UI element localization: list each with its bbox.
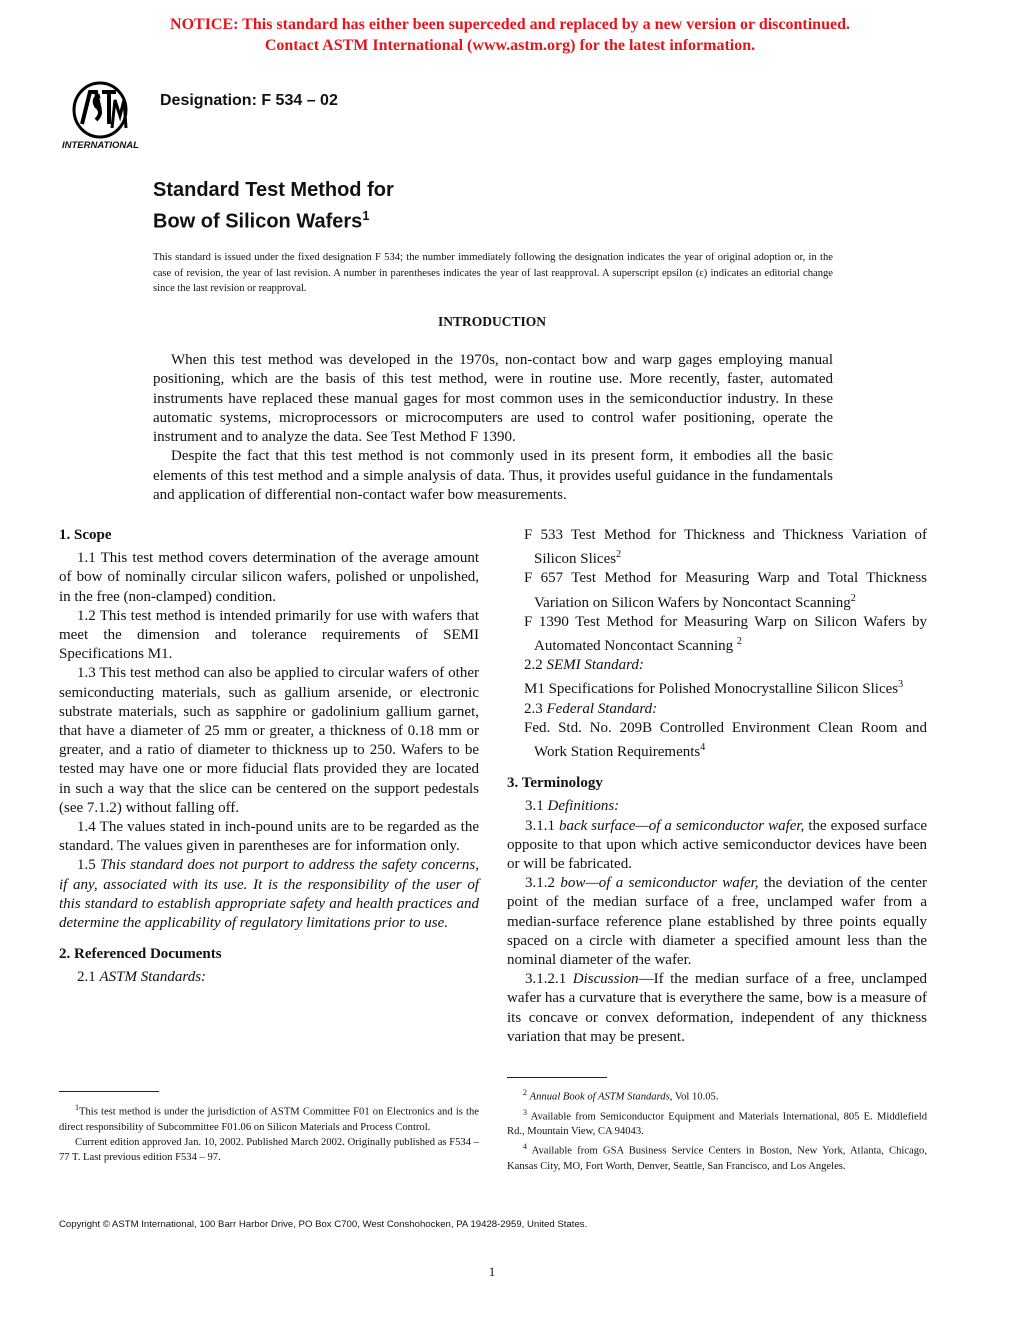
section-terminology-heading: 3. Terminology — [507, 775, 603, 792]
ref-fed-std: Fed. Std. No. 209B Controlled Environment Clean Room and Work Station Requirements$^4$ — [524, 719, 927, 761]
title-line-2: Bow of Silicon Wafers$^1$ — [153, 208, 370, 233]
footnote-2: $^2$ Annual Book of ASTM Standards, Vol 10.05. — [523, 1088, 719, 1103]
title-footnote-ref: 1 — [362, 208, 370, 223]
ref-m1: M1 Specifications for Polished Monocrystalline Silicon Slices$^3$ — [524, 679, 904, 698]
designation: Designation: F 534 – 02 — [160, 92, 338, 109]
footnote-4: $^4$ Available from GSA Business Service Centers in Boston, New York, Atlanta, Chicago, Kansas City, MO, Fort Worth, Denver, Seattle, San Francisco, and Los Angeles. — [507, 1142, 927, 1172]
scope-1-1: 1.1 This test method covers determination of the average amount of bow of nominally circular silicon wafers, polished or unpolished, in the free (non-clamped) condition. — [59, 550, 479, 605]
notice-banner — [0, 14, 1020, 56]
term-bow: 3.1.2 bow—of a semiconductor wafer, the deviation of the center point of the median surface of a free, unclamped wafer from a median-surface reference plane established by three points equally spaced on a circle with diameter a specified amount less than the nominal diameter of the wafer. — [507, 875, 927, 969]
section-referenced-heading: 2. Referenced Documents — [59, 946, 222, 963]
term-back-surface: 3.1.1 back surface—of a semiconductor wafer, the exposed surface opposite to that upon which active semiconductor devices have been or will be fabricated. — [507, 817, 928, 873]
footnote-rule-right — [507, 1077, 607, 1078]
ref-f1390: F 1390 Test Method for Measuring Warp on Silicon Wafers by Automated Noncontact Scanning $^2$ — [524, 613, 927, 655]
footnote-rule-left — [59, 1091, 159, 1092]
scope-1-5: 1.5 This standard does not purport to address the safety concerns, if any, associated with its use. It is the responsibility of the user of this standard to establish appropriate safety and health practices and determine the applicability of regulatory limitations prior to use. — [59, 857, 479, 932]
notice-line-2: Contact ASTM International (www.astm.org) for the latest information. — [264, 37, 756, 54]
scope-1-2: 1.2 This test method is intended primarily for use with wafers that meet the dimension and tolerance requirements of SEMI Specifications M1. — [59, 607, 479, 663]
scope-1-4: 1.4 The values stated in inch-pound units are to be regarded as the standard. The values given in parentheses are for information only. — [59, 819, 479, 855]
footnote-3: $^3$ Available from Semiconductor Equipment and Materials International, 805 E. Middlefield Rd., Mountain View, CA 94043. — [507, 1107, 927, 1138]
federal-standard-label: 2.3 Federal Standard: — [524, 700, 658, 717]
page-number: 1 — [488, 1264, 496, 1279]
intro-paragraph-1: When this test method was developed in the 1970s, non-contact bow and warp gages employing manual positioning, which are the basis of this test method, were in routine use. More recently, faster, automated instruments have replaced these manual gages for most common uses in the semiconductior industry. In these automatic systems, microprocessors or microcomputers are used to control wafer positioning, operate the instrument and to analyze the data. See Test Method F 1390. — [153, 352, 833, 446]
footnotes-left — [59, 1100, 479, 1165]
astm-logo — [60, 80, 144, 152]
left-column — [59, 526, 479, 988]
footnote-1: $^1$This test method is under the jurisdiction of ASTM Committee F01 on Electronics and is the direct responsibility of Subcommittee F01.06 on Silicon Materials and Process Control. — [59, 1103, 479, 1133]
footnotes-right — [507, 1085, 927, 1174]
section-scope-heading: 1. Scope — [59, 527, 112, 543]
intro-paragraph-2: Despite the fact that this test method is not commonly used in its present form, it embodies all the basic elements of this test method and a simple analysis of data. Thus, it provides useful guidance in the fundamentals and application of differential non-contact wafer bow measurements. — [153, 448, 833, 504]
logo-caption: INTERNATIONAL — [62, 140, 139, 151]
notice-line-1: NOTICE: This standard has either been superceded and replaced by a new version or discontinued. — [170, 16, 850, 33]
scope-1-3: 1.3 This test method can also be applied to circular wafers of other semiconducting materials, such as gallium arsenide, or electronic substrate materials, such as sapphire or gadolinium gallium garnet, that have a diameter of 25 mm or greater, a thickness of 0.18 mm or greater, and a ratio of diameter to thickness up to 250. Wafers to be tested may have one or more fiducial flats provided they are located in such a way that the slice can be centered on the support pedestals (see 7.1.2) without falling off. — [59, 665, 479, 816]
copyright-notice: Copyright © ASTM International, 100 Barr Harbor Drive, PO Box C700, West Conshohocken, PA 19428-2959, United States. — [59, 1219, 588, 1230]
term-discussion: 3.1.2.1 Discussion—If the median surface of a free, unclamped wafer has a curvature that is everythere the same, bow is a measure of its concave or convex deformation, independent of any thickness variation that may be present. — [507, 971, 927, 1045]
right-column — [507, 526, 927, 1047]
introduction-heading: INTRODUCTION — [437, 314, 546, 329]
ref-f657: F 657 Test Method for Measuring Warp and Total Thickness Variation on Silicon Wafers by Noncontact Scanning$^2$ — [524, 570, 927, 611]
astm-standards-label: 2.1 ASTM Standards: — [77, 969, 207, 986]
introduction — [153, 351, 833, 505]
definitions-label: 3.1 Definitions: — [525, 798, 620, 815]
semi-standard-label: 2.2 SEMI Standard: — [524, 657, 644, 674]
title-line-1: Standard Test Method for — [153, 179, 394, 201]
issuance-note: This standard is issued under the fixed designation F 534; the number immediately following the designation indicates the year of original adoption or, in the case of revision, the year of last revision. A number in parentheses indicates the year of last reapproval. A superscript epsilon (ε) indicates an editorial change since the last revision or reapproval. — [153, 252, 833, 294]
footnote-1-edition: Current edition approved Jan. 10, 2002. Published March 2002. Originally published as F534 – 77 T. Last previous edition F534 – 97. — [59, 1136, 479, 1163]
ref-f533: F 533 Test Method for Thickness and Thickness Variation of Silicon Slices$^2$ — [524, 527, 927, 568]
document-title — [153, 178, 394, 235]
